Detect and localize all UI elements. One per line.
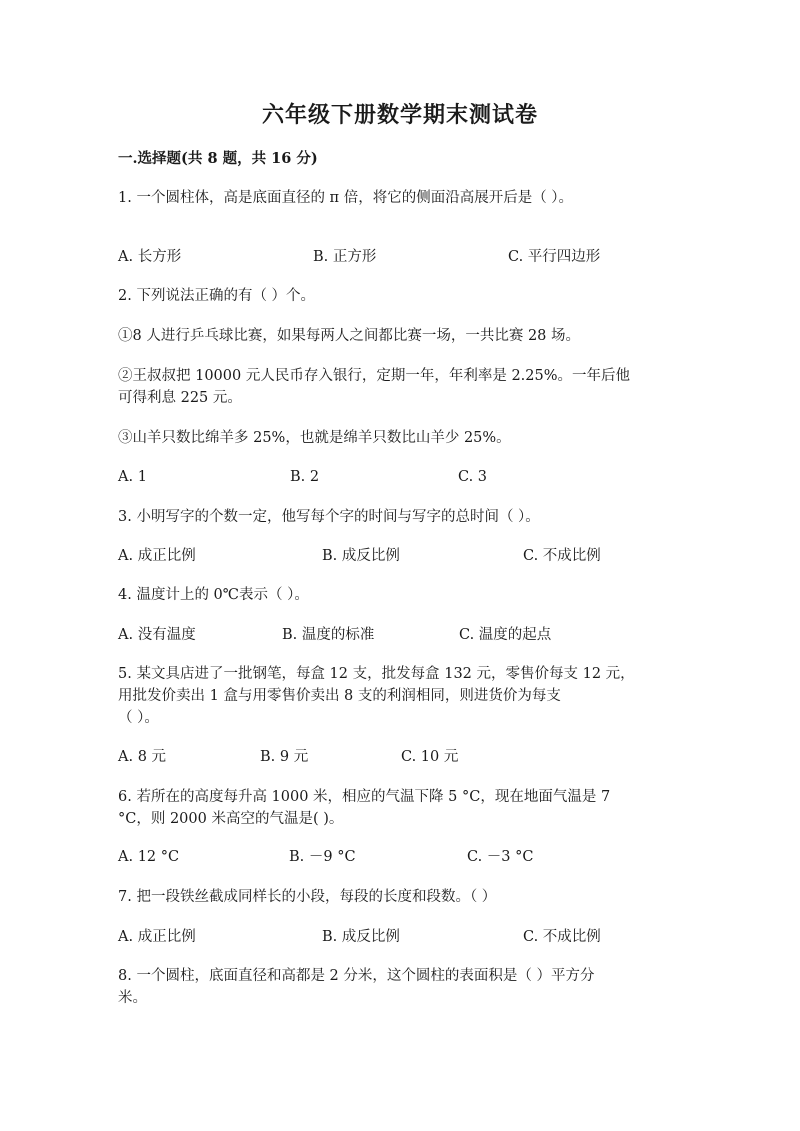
question-7-option-c[interactable]: C. 不成比例 (523, 929, 601, 945)
question-1-option-c[interactable]: C. 平行四边形 (508, 249, 601, 265)
question-2-statement-2-line-2: 可得利息 225 元。 (118, 390, 242, 406)
question-2-option-c[interactable]: C. 3 (458, 469, 488, 485)
question-1-stem: 1. 一个圆柱体，高是底面直径的 π 倍，将它的侧面沿高展开后是（ ）。 (118, 190, 574, 206)
question-2-stem: 2. 下列说法正确的有（ ）个。 (118, 288, 316, 304)
question-2-option-b[interactable]: B. 2 (290, 469, 320, 485)
question-1-option-a[interactable]: A. 长方形 (118, 249, 182, 265)
question-4-option-a[interactable]: A. 没有温度 (118, 627, 196, 643)
question-5-stem-line-1: 5. 某文具店进了一批钢笔，每盒 12 支，批发每盒 132 元，零售价每支 12 元， (118, 666, 635, 682)
question-6-stem-line-2: °C，则 2000 米高空的气温是( )。 (118, 811, 344, 827)
question-7-option-a[interactable]: A. 成正比例 (118, 929, 196, 945)
question-6-option-a[interactable]: A. 12 °C (118, 849, 180, 865)
page-title: 六年级下册数学期末测试卷 (261, 102, 538, 128)
question-3-option-c[interactable]: C. 不成比例 (523, 548, 601, 564)
question-2-statement-1: ①8 人进行乒乓球比赛，如果每两人之间都比赛一场，一共比赛 28 场。 (118, 328, 581, 344)
question-4-option-c[interactable]: C. 温度的起点 (459, 627, 552, 643)
question-7-option-b[interactable]: B. 成反比例 (322, 929, 400, 945)
question-6-stem-line-1: 6. 若所在的高度每升高 1000 米，相应的气温下降 5 °C，现在地面气温是 7 (118, 789, 611, 805)
question-5-option-b[interactable]: B. 9 元 (260, 749, 309, 765)
question-2-statement-3: ③山羊只数比绵羊多 25%，也就是绵羊只数比山羊少 25%。 (118, 430, 511, 446)
question-3-option-a[interactable]: A. 成正比例 (118, 548, 196, 564)
question-5-stem-line-2: 用批发价卖出 1 盒与用零售价卖出 8 支的利润相同，则进货价为每支 (118, 688, 561, 704)
question-4-option-b[interactable]: B. 温度的标准 (282, 627, 375, 643)
question-3-stem: 3. 小明写字的个数一定，他写每个字的时间与写字的总时间（ ）。 (118, 509, 540, 525)
question-4-stem: 4. 温度计上的 0℃表示（ ）。 (118, 587, 309, 603)
question-8-stem-line-2: 米。 (118, 990, 147, 1006)
question-1-option-b[interactable]: B. 正方形 (313, 249, 377, 265)
section-heading: 一.选择题(共 8 题，共 16 分) (118, 150, 318, 167)
question-6-option-c[interactable]: C. －3 °C (467, 849, 534, 865)
question-7-stem: 7. 把一段铁丝截成同样长的小段，每段的长度和段数。（ ） (118, 889, 497, 905)
question-5-option-c[interactable]: C. 10 元 (401, 749, 459, 765)
question-5-option-a[interactable]: A. 8 元 (118, 749, 167, 765)
question-2-statement-2-line-1: ②王叔叔把 10000 元人民币存入银行，定期一年，年利率是 2.25%。一年后他 (118, 368, 631, 384)
question-2-option-a[interactable]: A. 1 (118, 469, 147, 485)
question-3-option-b[interactable]: B. 成反比例 (322, 548, 400, 564)
question-8-stem-line-1: 8. 一个圆柱，底面直径和高都是 2 分米，这个圆柱的表面积是（ ）平方分 (118, 968, 595, 984)
question-6-option-b[interactable]: B. －9 °C (289, 849, 356, 865)
question-5-stem-line-3: （ ）。 (118, 710, 159, 726)
